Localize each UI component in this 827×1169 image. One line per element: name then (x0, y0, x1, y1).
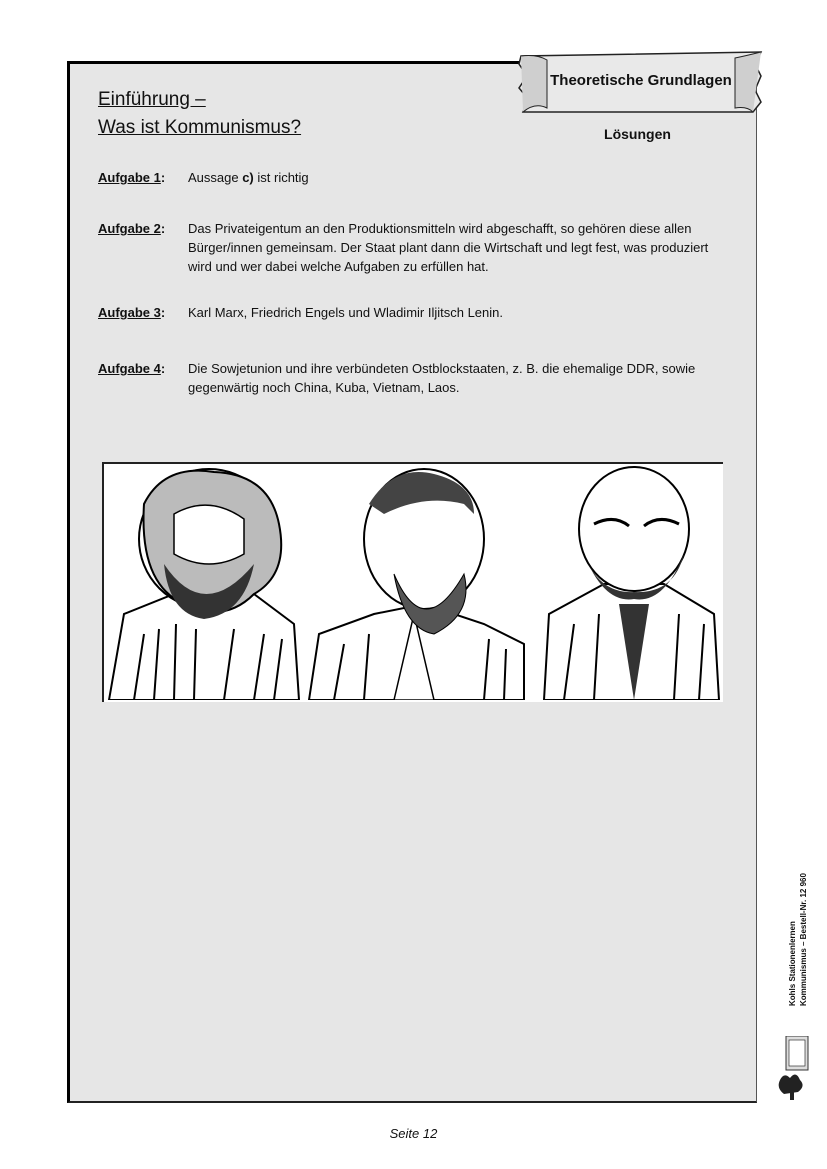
task-4-answer: Die Sowjetunion und ihre verbündeten Ostblockstaaten, z. B. die ehemalige DDR, sowie gegenwärtig noch China, Kuba, Vietnam, Laos. (188, 361, 696, 395)
task-4 (98, 359, 728, 399)
page-title (98, 86, 301, 142)
portrait-marx (109, 469, 299, 700)
task-3-answer: Karl Marx, Friedrich Engels und Wladimir Iljitsch Lenin. (188, 305, 503, 320)
task-2-label: Aufgabe 2: (98, 221, 166, 236)
task-3 (98, 303, 728, 323)
section-banner-label: Theoretische Grundlagen (550, 72, 732, 89)
portrait-illustration (102, 462, 723, 702)
task-3-label: Aufgabe 3: (98, 305, 166, 320)
task-4-label: Aufgabe 4: (98, 361, 166, 376)
publisher-logo-icon (776, 1036, 810, 1100)
title-line-1: Einführung – (98, 89, 206, 110)
task-1-answer: Aussage c) ist richtig (188, 170, 309, 185)
publisher-sidebar (783, 850, 811, 1030)
publisher-info: Kohls Stationenlernen Kommunismus – Bestell-Nr. 12 960 (788, 873, 808, 1006)
portrait-engels (309, 469, 524, 700)
solutions-label: Lösungen (604, 126, 671, 142)
task-2 (98, 219, 728, 279)
task-1 (98, 168, 728, 188)
task-1-label: Aufgabe 1: (98, 170, 166, 185)
task-2-answer: Das Privateigentum an den Produktionsmitteln wird abgeschafft, so gehören diese allen Bürger/innen gemeinsam. Der Staat plant dann die Wirtschaft und legt fest, was produziert wird und wer dabei welche Aufgaben zu erfüllen hat. (188, 221, 709, 274)
title-line-2: Was ist Kommunismus? (98, 117, 302, 138)
page-number: Seite 12 (389, 1126, 438, 1141)
portrait-lenin (544, 467, 719, 700)
